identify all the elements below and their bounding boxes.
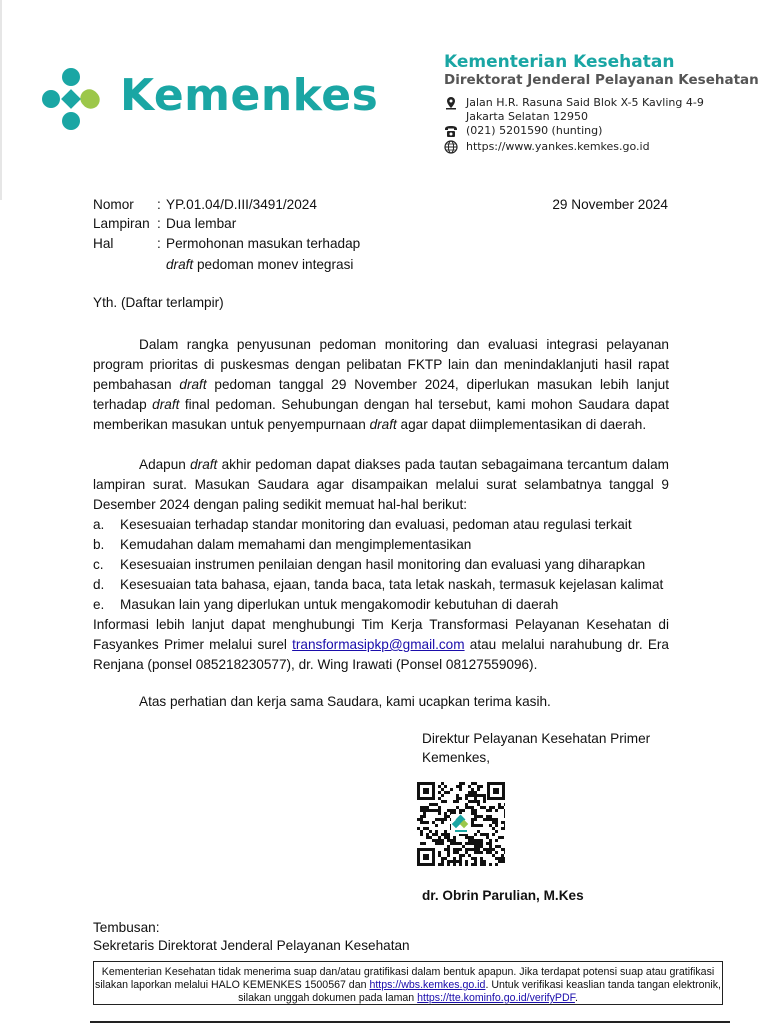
closing-sentence: Atas perhatian dan kerja sama Saudara, kami ucapkan terima kasih. xyxy=(139,694,551,709)
list-item xyxy=(93,595,683,615)
tembusan-title: Tembusan: xyxy=(93,920,160,935)
phone-number: (021) 5201590 (hunting) xyxy=(466,124,603,137)
anti-gratification-notice xyxy=(93,961,723,1005)
globe-icon xyxy=(444,140,458,154)
list-text: Masukan lain yang diperlukan untuk mengakomodir kebutuhan di daerah xyxy=(120,597,559,612)
p1-text-4: agar dapat diimplementasikan di daerah. xyxy=(396,417,647,432)
position-line-2: Kemenkes, xyxy=(422,750,491,765)
address-line-1: Jalan H.R. Rasuna Said Blok X-5 Kavling 4-9 xyxy=(466,96,704,109)
nomor-colon: : xyxy=(157,197,161,212)
bottom-rule xyxy=(90,1021,730,1023)
p3-text-2: atau melalui narahubung dr. Era Renjana (ponsel 085218230577), dr. Wing Irawati (Ponsel 08127559096). xyxy=(93,637,669,672)
p1-text-2: pedoman tanggal 29 November 2024, diperlukan masukan lebih lanjut terhadap xyxy=(93,377,669,412)
paragraph-1 xyxy=(93,335,669,435)
hal-value-line-1: Permohonan masukan terhadap xyxy=(166,236,361,251)
footer-text-1: Kementerian Kesehatan tidak menerima suap dan/atau gratifikasi dalam bentuk apapun. Jika terdapat potensi suap atau gratifikasi silakan laporkan melalui HALO KEMENKES 1500567 dan xyxy=(95,966,715,991)
address-contact xyxy=(444,96,704,124)
signer-name: dr. Obrin Parulian, M.Kes xyxy=(422,888,584,903)
p2-em-1: draft xyxy=(190,457,218,472)
lampiran-value: Dua lembar xyxy=(166,216,237,231)
hal-value-rest: pedoman monev integrasi xyxy=(193,257,354,272)
p1-text-3: final pedoman. Sehubungan dengan hal tersebut, kami mohon Saudara dapat memberikan masukan untuk penyempurnaan xyxy=(93,397,669,432)
kemenkes-logo-icon xyxy=(40,66,106,132)
list-item xyxy=(93,515,683,535)
lampiran-colon: : xyxy=(157,216,161,231)
wbs-link[interactable]: https://wbs.kemkes.go.id xyxy=(369,979,486,991)
org-subtitle: Direktorat Jenderal Pelayanan Kesehatan xyxy=(444,72,759,88)
footer-text-3: . xyxy=(574,992,578,1004)
website-url[interactable]: https://www.yankes.kemkes.go.id xyxy=(466,140,650,153)
email-link[interactable]: transformasipkp@gmail.com xyxy=(292,637,465,652)
paragraph-2 xyxy=(93,455,669,515)
p1-em-3: draft xyxy=(369,417,397,432)
position-line-1: Direktur Pelayanan Kesehatan Primer xyxy=(422,731,651,746)
signature-qr-code xyxy=(417,782,505,866)
org-title: Kementerian Kesehatan xyxy=(444,52,675,72)
list-letter: e. xyxy=(93,597,105,612)
paragraph-3 xyxy=(93,615,669,675)
list-item xyxy=(93,555,683,575)
requirements-list xyxy=(93,515,683,615)
list-text: Kesesuaian tata bahasa, ejaan, tanda baca, tata letak naskah, termasuk kejelasan kalimat xyxy=(120,577,664,592)
p1-em-2: draft xyxy=(152,397,180,412)
lampiran-label: Lampiran xyxy=(93,216,150,231)
list-letter: d. xyxy=(93,577,105,592)
address-line-2: Jakarta Selatan 12950 xyxy=(466,110,589,123)
phone-contact xyxy=(444,124,602,138)
hal-label: Hal xyxy=(93,236,114,251)
p2-text-1: Adapun xyxy=(139,457,191,472)
page-edge-rule xyxy=(0,0,2,200)
list-item xyxy=(93,575,683,595)
list-letter: b. xyxy=(93,537,105,552)
p2-text-2: akhir pedoman dapat diakses pada tautan sebagaimana tercantum dalam lampiran surat. Masukan Saudara agar disampaikan melalui surat selambatnya tanggal 9 Desember 2024 dengan paling sedikit memuat hal-hal berikut: xyxy=(93,457,669,512)
footer-text-2: . Untuk verifikasi keaslian tanda tangan elektronik, silakan unggah dokumen pada laman xyxy=(238,979,721,1004)
nomor-value: YP.01.04/D.III/3491/2024 xyxy=(166,197,317,212)
p1-text-1: Dalam rangka penyusunan pedoman monitoring dan evaluasi integrasi pelayanan program prioritas di puskesmas dengan pelibatan FKTP lain dan menindaklanjuti hasil rapat pembahasan xyxy=(93,337,669,392)
list-text: Kesesuaian terhadap standar monitoring dan evaluasi, pedoman atau regulasi terkait xyxy=(120,517,632,532)
p3-text-1: Informasi lebih lanjut dapat menghubungi Tim Kerja Transformasi Pelayanan Kesehatan di Fasyankes Primer melalui surel xyxy=(93,617,669,652)
verify-pdf-link[interactable]: https://tte.kominfo.go.id/verifyPDF xyxy=(417,992,575,1004)
website-contact xyxy=(444,140,650,154)
hal-value-line-2 xyxy=(166,257,353,272)
list-letter: c. xyxy=(93,557,104,572)
hal-colon: : xyxy=(157,236,161,251)
list-text: Kemudahan dalam memahami dan mengimplementasikan xyxy=(120,537,472,552)
p1-em-1: draft xyxy=(179,377,207,392)
salutation: Yth. (Daftar terlampir) xyxy=(93,295,224,310)
signature-position xyxy=(422,729,650,767)
list-letter: a. xyxy=(93,517,105,532)
hal-draft-em: draft xyxy=(166,257,194,272)
telephone-icon xyxy=(444,124,458,138)
list-item xyxy=(93,535,683,555)
nomor-label: Nomor xyxy=(93,197,134,212)
location-pin-icon xyxy=(444,96,458,110)
list-text: Kesesuaian instrumen penilaian dengan hasil monitoring dan evaluasi yang diharapkan xyxy=(120,557,646,572)
logo-wordmark: Kemenkes xyxy=(120,70,379,121)
tembusan-item: Sekretaris Direktorat Jenderal Pelayanan Kesehatan xyxy=(93,938,410,953)
letter-date: 29 November 2024 xyxy=(552,197,668,212)
